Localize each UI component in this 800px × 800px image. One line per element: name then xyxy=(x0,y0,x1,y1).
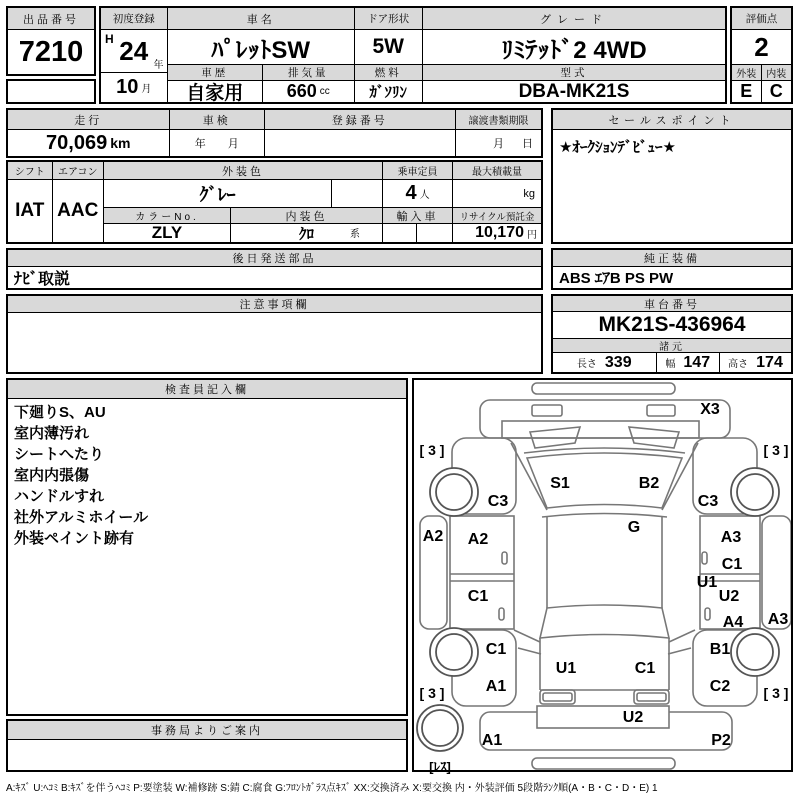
history-cell xyxy=(168,64,263,102)
color-no-label: カラーNo. xyxy=(104,207,230,224)
mileage-value xyxy=(8,130,169,156)
car-name-label: 車名 xyxy=(168,8,354,30)
vehicle-header-box xyxy=(99,6,727,104)
shaken-month-unit: 月 xyxy=(227,138,239,150)
color-row-box xyxy=(6,160,543,244)
aircon-value: AAC xyxy=(57,200,99,221)
length-label: 長さ xyxy=(576,359,597,370)
width-value-wrap xyxy=(657,353,719,372)
chassis-box xyxy=(551,294,793,374)
later-parts-label: 後日発送部品 xyxy=(8,250,541,267)
door-shape-label: ドア形状 xyxy=(355,8,422,30)
import-label: 輸入車 xyxy=(382,207,452,224)
mileage-column xyxy=(8,110,170,156)
shaken-column xyxy=(170,110,265,156)
shift-label: シフト xyxy=(8,162,52,180)
code-c1-rear-gate: C1 xyxy=(634,660,656,677)
exterior-color-extra-cell xyxy=(332,180,382,207)
displacement-cell xyxy=(263,64,354,102)
interior-color-suffix: 系 xyxy=(350,229,360,240)
era-letter: H xyxy=(105,32,114,46)
registration-number-value xyxy=(265,130,455,156)
code-c1-rear-left-fender: C1 xyxy=(485,641,507,658)
recycle-number: 10,170 xyxy=(475,224,524,241)
code-a2-front-left-door: A2 xyxy=(467,531,489,548)
inspector-note-line: 室内内張傷 xyxy=(14,467,90,484)
code-x3-front-bumper: X3 xyxy=(700,401,720,418)
color-no-value: ZLY xyxy=(151,223,183,242)
inspector-notes-box xyxy=(6,378,408,716)
code-a2-left-sill: A2 xyxy=(422,528,444,545)
capacity-label: 乗車定員 xyxy=(382,162,452,180)
score-label: 評価点 xyxy=(732,8,791,30)
first-registration-year xyxy=(101,30,167,72)
cautions-label: 注意事項欄 xyxy=(8,296,541,313)
code-p2-rear-bumper: P2 xyxy=(711,732,731,749)
car-name-column xyxy=(168,8,355,102)
import-value-cell-2 xyxy=(417,224,452,242)
door-shape-value: 5W xyxy=(372,35,404,58)
office-info-value xyxy=(8,740,406,770)
first-registration-column xyxy=(101,8,168,102)
aircon-column xyxy=(53,162,104,242)
mileage-row-box xyxy=(6,108,543,158)
max-load-value xyxy=(452,180,541,207)
length-value-wrap xyxy=(553,353,656,372)
later-parts-box xyxy=(6,248,543,290)
exterior-grade-value: E xyxy=(732,81,762,102)
capacity-unit: 人 xyxy=(419,190,430,201)
code-u1-right-side: U1 xyxy=(696,574,718,591)
code-b1-rear-right-fender: B1 xyxy=(709,641,731,658)
later-parts-value: ﾅﾋﾞ取説 xyxy=(14,271,71,288)
width-cell xyxy=(657,353,720,372)
transfer-day-unit: 日 xyxy=(522,138,533,150)
inspector-note-line: シートへたり xyxy=(14,446,105,463)
displacement-value xyxy=(263,81,354,102)
max-load-unit: kg xyxy=(523,187,535,200)
shaken-year-unit: 年 xyxy=(194,138,206,150)
code-c1-rear-left-door: C1 xyxy=(467,588,489,605)
shaken-label: 車検 xyxy=(170,110,264,130)
inspector-note-line: 下廻りS、AU xyxy=(14,404,106,421)
code-g-windshield: G xyxy=(627,519,641,536)
damage-code-layer xyxy=(414,380,791,775)
code-a1-rear-bumper: A1 xyxy=(481,732,503,749)
shift-column xyxy=(8,162,53,242)
code-a4-rear-right-door: A4 xyxy=(722,614,744,631)
max-load-label: 最大積載量 xyxy=(452,162,541,180)
inspector-note-line: 社外アルミホイール xyxy=(14,509,149,526)
specs-label: 諸元 xyxy=(553,338,791,353)
grade-column xyxy=(423,8,725,102)
displacement-unit: cc xyxy=(319,86,330,97)
fuel-label: 燃料 xyxy=(355,64,422,81)
model-code-value: DBA-MK21S xyxy=(518,80,630,102)
tire-depth-front-left: [ 3 ] xyxy=(419,442,445,458)
displacement-number: 660 xyxy=(286,81,317,101)
first-registration-label: 初度登録 xyxy=(101,8,167,30)
shaken-value xyxy=(170,130,264,156)
code-a3-right-sill: A3 xyxy=(767,611,789,628)
cautions-value xyxy=(8,313,541,372)
year-unit: 年 xyxy=(153,60,164,71)
code-u2-trunk: U2 xyxy=(622,709,644,726)
interior-color-name: ｸﾛ xyxy=(298,225,314,243)
code-c2-rear-right: C2 xyxy=(709,678,731,695)
oem-equipment-box xyxy=(551,248,793,290)
lot-number-label: 出品番号 xyxy=(8,8,94,30)
fuel-value: ｶﾞｿﾘﾝ xyxy=(369,84,407,101)
interior-grade-label: 内装 xyxy=(762,64,792,81)
length-cell xyxy=(553,353,657,372)
lot-number-empty-box xyxy=(6,79,96,104)
inspector-notes-list xyxy=(14,402,400,710)
code-a3-front-right-door: A3 xyxy=(720,529,742,546)
height-label: 高さ xyxy=(728,359,749,370)
cautions-box xyxy=(6,294,543,374)
recycle-deposit-label: リサイクル預託金 xyxy=(452,207,541,224)
code-a1-rear-left: A1 xyxy=(485,678,507,695)
recycle-deposit-value xyxy=(452,224,541,242)
month-value: 10 xyxy=(116,76,139,98)
capacity-number: 4 xyxy=(405,182,417,204)
oem-equipment-value: ABS ｴｱB PS PW xyxy=(559,270,674,287)
registration-number-label: 登録番号 xyxy=(265,110,455,130)
registration-number-column xyxy=(265,110,456,156)
grade-value: ﾘﾐﾃｯﾄﾞ2 4WD xyxy=(501,36,647,64)
interior-color-value xyxy=(230,224,382,242)
mileage-number: 70,069 xyxy=(46,131,108,154)
tire-depth-rear-left: [ 3 ] xyxy=(419,685,445,701)
code-u1-rear-gate: U1 xyxy=(555,660,577,677)
code-c1-front-right-door: C1 xyxy=(721,556,743,573)
sales-point-text: ★ｵｰｸｼｮﾝﾃﾞﾋﾞｭｰ★ xyxy=(559,139,676,156)
score-value: 2 xyxy=(754,31,769,62)
car-name-value: ﾊﾟﾚｯﾄSW xyxy=(211,36,311,64)
code-u2-rear-right-door: U2 xyxy=(718,588,740,605)
exterior-color-label: 外装色 xyxy=(104,162,382,180)
legend-text: A:ｷｽﾞ U:ﾍｺﾐ B:ｷｽﾞを伴うﾍｺﾐ P:要塗装 W:補修跡 S:錆 C:腐食 G:ﾌﾛﾝﾄｶﾞﾗｽ点ｷｽﾞ XX:交換済み X:要交換 内・外装評価 5段階ﾗﾝｸ順(A・B・C・D・E) 1 xyxy=(6,783,658,794)
height-value-wrap xyxy=(720,353,791,372)
interior-color-label: 内装色 xyxy=(230,207,382,224)
damage-diagram-box xyxy=(412,378,793,775)
inspector-note-line: 外装ペイント跡有 xyxy=(14,530,135,547)
tire-depth-front-right: [ 3 ] xyxy=(763,442,789,458)
history-value: 自家用 xyxy=(186,83,244,104)
year-value: 24 xyxy=(119,35,149,66)
oem-equipment-label: 純正装備 xyxy=(553,250,791,267)
score-box xyxy=(730,6,793,104)
sales-point-label: セールスポイント xyxy=(553,110,791,130)
spare-tire-less: [ﾚｽ] xyxy=(429,759,451,775)
width-label: 幅 xyxy=(665,359,676,370)
tire-depth-rear-right: [ 3 ] xyxy=(763,685,789,701)
transfer-deadline-label: 譲渡書類期限 xyxy=(456,110,541,130)
height-value: 174 xyxy=(756,353,783,371)
mileage-unit: km xyxy=(110,135,131,151)
lot-number-value: 7210 xyxy=(18,35,84,68)
sales-point-box xyxy=(551,108,793,244)
exterior-grade-label: 外装 xyxy=(732,64,762,81)
aircon-label: エアコン xyxy=(53,162,103,180)
height-cell xyxy=(720,353,791,372)
chassis-label: 車台番号 xyxy=(553,296,791,312)
transfer-month-unit: 月 xyxy=(493,138,504,150)
first-registration-month xyxy=(101,72,167,102)
shift-value: IAT xyxy=(15,200,45,221)
length-value: 339 xyxy=(604,353,632,371)
capacity-value xyxy=(382,180,452,207)
displacement-label: 排気量 xyxy=(263,64,354,81)
exterior-color-value: ｸﾞﾚｰ xyxy=(104,180,332,207)
interior-grade-value: C xyxy=(769,81,783,101)
width-value: 147 xyxy=(683,353,711,371)
model-code-label: 型式 xyxy=(423,64,725,81)
transfer-deadline-value xyxy=(456,130,541,156)
history-label: 車歴 xyxy=(168,64,262,81)
office-info-box xyxy=(6,719,408,772)
inspector-note-line: 室内薄汚れ xyxy=(14,425,90,442)
import-value-cell-1 xyxy=(382,224,417,242)
code-c3-front-right-fender: C3 xyxy=(697,493,719,510)
recycle-unit: 円 xyxy=(527,229,537,241)
inspector-notes-label: 検査員記入欄 xyxy=(8,380,406,399)
office-info-label: 事務局よりご案内 xyxy=(8,721,406,740)
chassis-number: MK21S-436964 xyxy=(598,313,746,336)
inspector-note-line: ハンドルすれ xyxy=(14,488,105,505)
grade-label: グレード xyxy=(423,8,725,30)
lot-number-box xyxy=(6,6,96,76)
month-unit: 月 xyxy=(141,84,152,95)
transfer-deadline-column xyxy=(456,110,541,156)
code-c3-front-left-fender: C3 xyxy=(487,493,509,510)
mileage-label: 走行 xyxy=(8,110,169,130)
code-b2-hood: B2 xyxy=(638,475,660,492)
door-shape-column xyxy=(355,8,423,102)
code-s1-hood: S1 xyxy=(550,475,570,492)
